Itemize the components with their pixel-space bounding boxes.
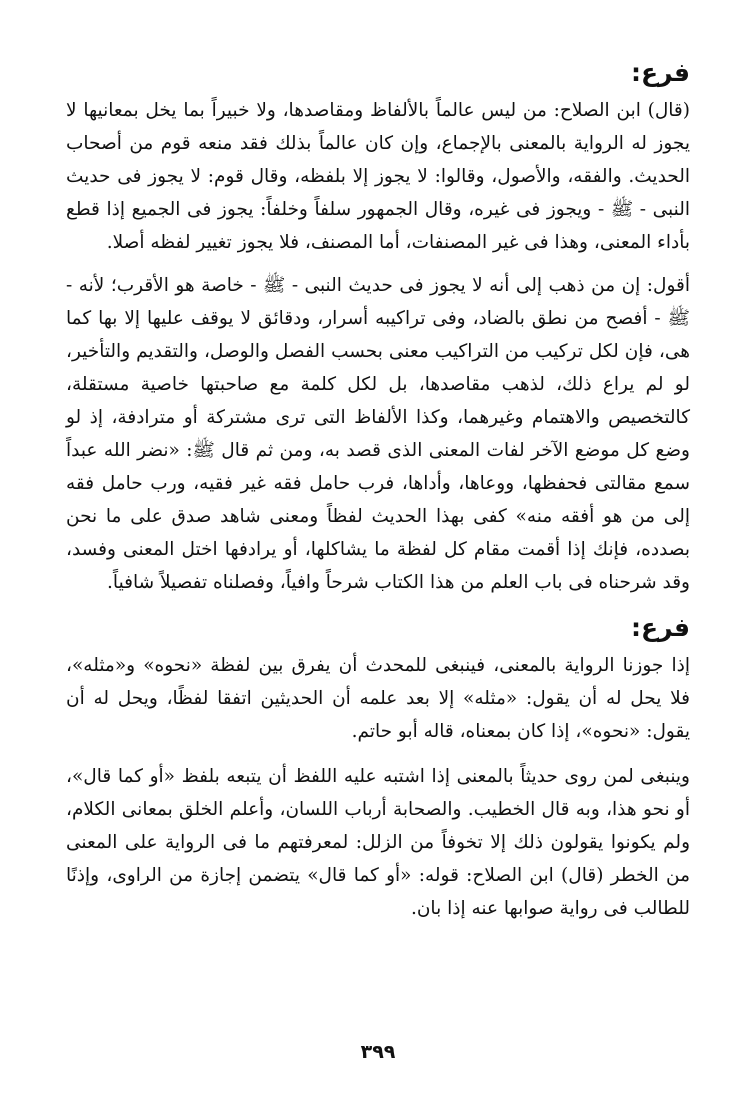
page-number: ٣٩٩	[360, 1041, 396, 1063]
section-1	[66, 56, 690, 599]
paragraph: وينبغى لمن روى حديثاً بالمعنى إذا اشتبه عليه اللفظ أن يتبعه بلفظ «أو كما قال»، أو نحو هذا، وبه قال الخطيب. والصحابة أرباب اللسان، وأعلم الخلق بمعانى الكلام، ولم يكونوا يقولون ذلك إلا تخوفاً من الزلل: لمعرفتهم ما فى الرواية على المعنى من الخطر (قال) ابن الصلاح: قوله: «أو كما قال» يتضمن إجازة من الراوى، وإذنًا للطالب فى رواية صوابها عنه إذا بان.	[66, 766, 690, 919]
section-2	[66, 611, 690, 925]
section-heading: فرع:	[631, 58, 690, 87]
paragraph: (قال) ابن الصلاح: من ليس عالماً بالألفاظ ومقاصدها، ولا خبيراً بما يخل بمعانيها لا يجوز له الرواية بالمعنى بالإجماع، وإن كان عالماً بذلك فقد منعه قوم من أصحاب الحديث. والفقه، والأصول، وقالوا: لا يجوز إلا بلفظه، وقال قوم: لا يجوز فى حديث النبى - ﷺ - ويجوز فى غيره، وقال الجمهور سلفاً وخلفاً: يجوز فى الجميع إذا قطع بأداء المعنى، وهذا فى غير المصنفات، أما المصنف، فلا يجوز تغيير لفظه أصلا.	[66, 100, 690, 253]
section-heading: فرع:	[631, 613, 690, 642]
paragraph: إذا جوزنا الرواية بالمعنى، فينبغى للمحدث أن يفرق بين لفظة «نحوه» و«مثله»، فلا يحل له أن يقول: «مثله» إلا بعد علمه أن الحديثين اتفقا لفظًا، ويحل له أن يقول: «نحوه»، إذا كان بمعناه، قاله أبو حاتم.	[66, 655, 690, 742]
paragraph: أقول: إن من ذهب إلى أنه لا يجوز فى حديث النبى - ﷺ - خاصة هو الأقرب؛ لأنه - ﷺ - أفصح من نطق بالضاد، وفى تراكيبه أسرار، ودقائق لا يوقف عليها إلا بها كما هى، فإن لكل تركيب من التراكيب معنى بحسب الفصل والوصل، والتقديم والتأخير، لو لم يراع ذلك، لذهب مقاصدها، بل لكل كلمة مع صاحبتها خاصية مستقلة، كالتخصيص والاهتمام وغيرهما، وكذا الألفاظ التى ترى مشتركة أو مترادفة، إذ لو وضع كل موضع الآخر لفات المعنى الذى قصد به، ومن ثم قال ﷺ: «نضر الله عبداً سمع مقالتى فحفظها، ووعاها، وأداها، فرب حامل فقه غير فقيه، ورب حامل فقه إلى من هو أفقه منه» كفى بهذا الحديث لفظاً ومعنى شاهد صدق على ما نحن بصدده، فإنك إذا أقمت مقام كل لفظة ما يشاكلها، أو يرادفها اختل المعنى وفسد، وقد شرحناه فى باب العلم من هذا الكتاب شرحاً وافياً، وفصلناه تفصيلاً شافياً.	[66, 275, 690, 593]
